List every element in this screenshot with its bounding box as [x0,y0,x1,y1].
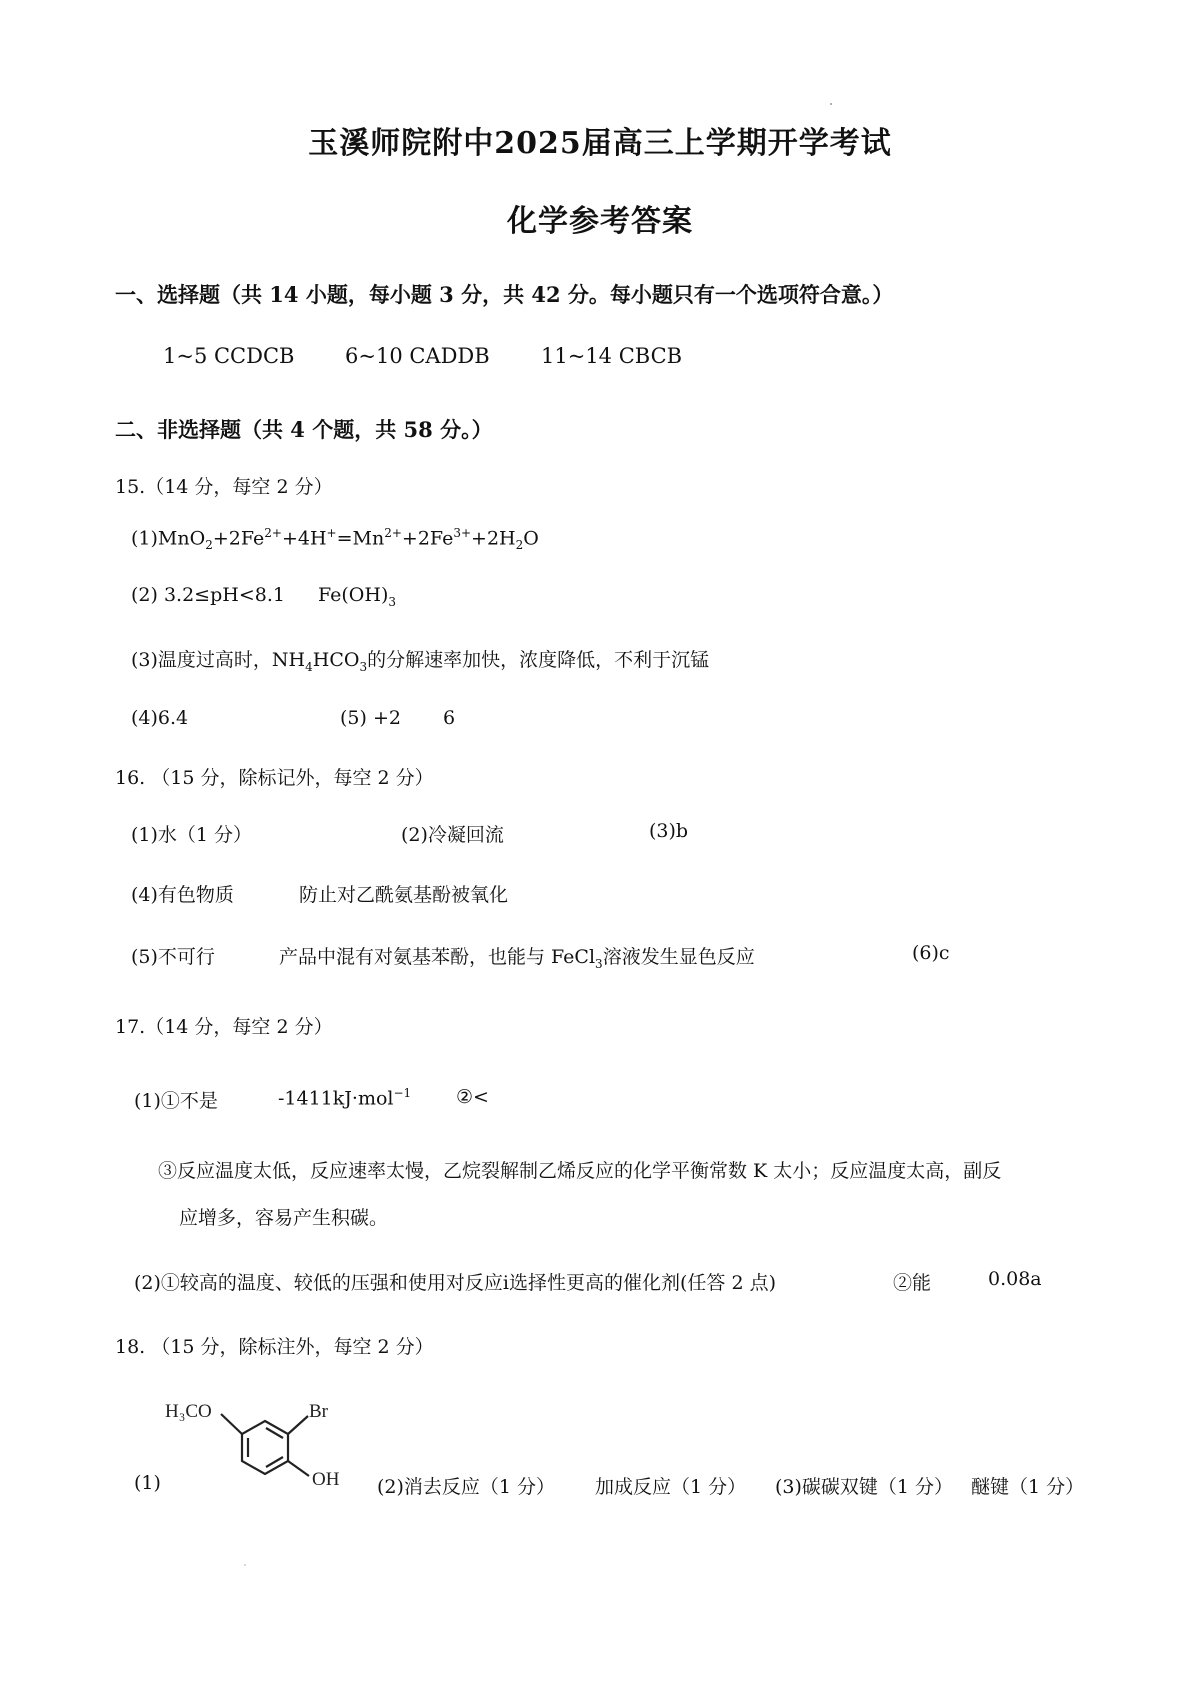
subscript-3: 3 [388,594,396,609]
q17-answer-3-line2: 应增多，容易产生积碳。 [179,1207,389,1229]
hydroxyl-bond [288,1461,309,1476]
q16-answer-4a: (4)有色物质 [131,884,234,906]
q15-answer-2b [318,584,396,609]
q16-answer-5b [279,942,755,971]
q15-answer-3 [131,645,709,674]
superscript-neg1: −1 [393,1086,412,1100]
q16-header: 16. （15 分，除标记外，每空 2 分） [115,767,434,789]
superscript-plus: + [326,526,337,540]
q17-answer-3-line1: ③反应温度太低，反应速率太慢，乙烷裂解制乙烯反应的化学平衡常数 K 太小；反应温度太高，副反 [158,1160,1002,1182]
q15-p3-post: 的分解速率加快，浓度降低，不利于沉锰 [367,649,710,671]
q18-answer-3b: 醚键（1 分） [971,1476,1085,1498]
q18-answer-2a: (2)消去反应（1 分） [377,1476,556,1498]
q15-mno2: MnO [157,527,206,550]
q16-answer-6: (6)c [912,942,950,964]
methoxy-label: H₃CO [165,1401,212,1422]
answers-6-10: 6~10 CADDB [345,344,490,368]
q17-header: 17.（14 分，每空 2 分） [115,1016,333,1038]
q17-answer-2b: ②能 [893,1272,932,1294]
q15-eq-mn: =Mn [336,527,385,550]
q15-answer-5b: 6 [443,707,456,729]
chemical-structure [155,1395,365,1510]
q16-answer-5a: (5)不可行 [131,946,215,968]
answers-11-14: 11~14 CBCB [541,344,683,368]
superscript-2plus: 2+ [384,526,402,540]
q15-o: O [523,527,539,550]
benzene-ring [221,1414,309,1476]
q15-plus-2fe: +2Fe [212,527,265,550]
bromo-bond [288,1416,308,1434]
subscript-3: 3 [595,956,603,971]
q15-plus-2fe3: +2Fe [401,527,454,550]
q15-answer-5a: (5) +2 [340,707,401,729]
subscript-2: 2 [205,538,213,553]
q15-answer-1 [131,526,539,552]
superscript-2plus: 2+ [264,526,282,540]
q17-answer-2a: (2)①较高的温度、较低的压强和使用对反应i选择性更高的催化剂(任答 2 点) [134,1272,776,1294]
section1-heading: 一、选择题（共 14 小题，每小题 3 分，共 42 分。每小题只有一个选项符合意。） [115,282,894,307]
q15-hco: HCO [312,649,360,671]
answers-1-5: 1~5 CCDCB [163,344,295,368]
methoxy-bond [221,1414,242,1434]
q16-answer-4b: 防止对乙酰氨基酚被氧化 [299,884,509,906]
q15-feoh: Fe(OH) [318,584,389,606]
q17-answer-1a: (1)①不是 [134,1090,218,1112]
q15-answer-4: (4)6.4 [131,707,189,729]
q15-answer-2a: (2) 3.2≤pH<8.1 [131,584,285,606]
q18-answer-3a: (3)碳碳双键（1 分） [775,1476,954,1498]
superscript-3plus: 3+ [453,526,472,540]
q16-p5-pre: 产品中混有对氨基苯酚，也能与 FeCl [279,946,596,968]
page-title: 玉溪师院附中2025届高三上学期开学考试 [308,126,892,161]
q15-plus-2h: +2H [471,527,516,550]
q18-header: 18. （15 分，除标注外，每空 2 分） [115,1336,434,1358]
q15-plus-4h: +4H [281,527,327,550]
hydroxyl-label: OH [312,1469,340,1490]
q17-answer-2c: 0.08a [988,1268,1042,1290]
q16-answer-1: (1)水（1 分） [131,824,253,846]
subscript-3: 3 [359,659,368,674]
q17-answer-1c: ②< [456,1086,489,1108]
q17-answer-1b [278,1086,411,1109]
subscript-2: 2 [515,538,524,553]
q15-p1-prefix: (1) [131,527,158,550]
q18-answer-2b: 加成反应（1 分） [595,1476,747,1498]
q17-enthalpy: -1411kJ·mol [278,1087,394,1110]
section2-heading: 二、非选择题（共 4 个题，共 58 分。） [115,417,493,442]
q16-p5-post: 溶液发生显色反应 [602,946,755,968]
q15-p3-pre: (3)温度过高时，NH [131,649,306,671]
q16-answer-2: (2)冷凝回流 [401,824,504,846]
bromo-label: Br [309,1401,328,1422]
page-subtitle: 化学参考答案 [507,204,693,239]
subscript-4: 4 [305,659,313,674]
q15-header: 15.（14 分，每空 2 分） [115,476,333,498]
speck-mark [244,1564,246,1566]
q18-answer-1-label: (1) [134,1472,161,1494]
speck-mark [830,103,832,105]
q16-answer-3: (3)b [649,820,689,842]
